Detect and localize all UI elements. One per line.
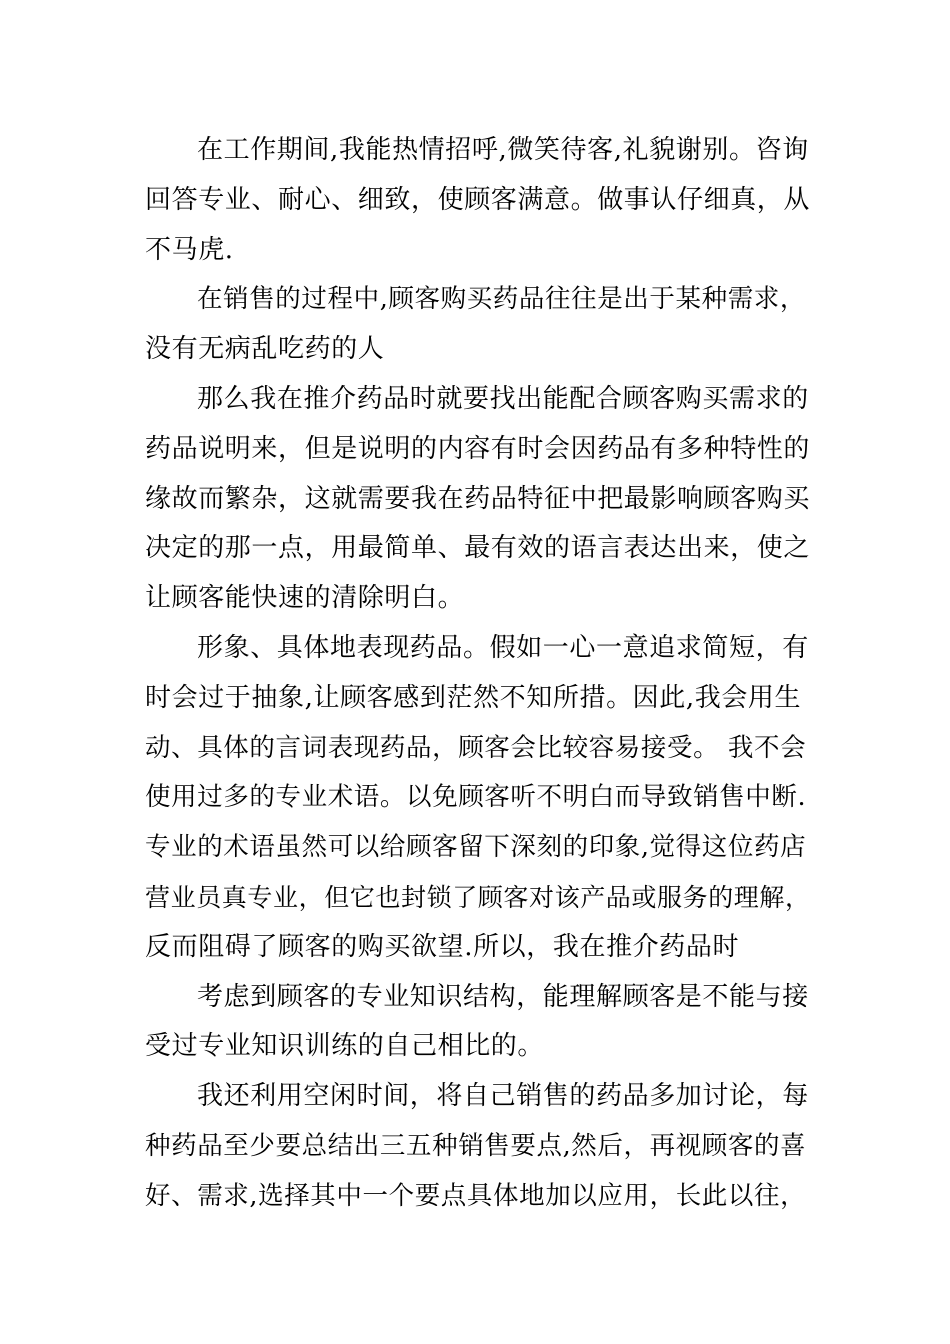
text-line: 受过专业知识训练的自己相比的。	[145, 1031, 545, 1062]
text-line: 我还利用空闲时间，将自己销售的药品多加讨论，每	[197, 1081, 809, 1112]
text-line: 营业员真专业，但它也封锁了顾客对该产品或服务的理解，	[145, 882, 811, 912]
text-line: 专业的术语虽然可以给顾客留下深刻的印象,觉得这位药店	[145, 832, 807, 863]
text-line: 考虑到顾客的专业知识结构，能理解顾客是不能与接	[197, 981, 809, 1012]
text-line: 缘故而繁杂，这就需要我在药品特征中把最影响顾客购买	[145, 483, 811, 514]
text-line: 药品说明来，但是说明的内容有时会因药品有多种特性的	[145, 433, 811, 464]
text-line: 让顾客能快速的清除明白。	[145, 583, 465, 614]
text-line: 在工作期间,我能热情招呼,微笑待客,礼貌谢别。咨询	[197, 135, 809, 165]
text-line: 种药品至少要总结出三五种销售要点,然后，再视顾客的喜	[145, 1130, 807, 1161]
text-line: 那么我在推介药品时就要找出能配合顾客购买需求的	[197, 383, 809, 414]
text-line: 在销售的过程中,顾客购买药品往往是出于某种需求，	[197, 284, 807, 315]
text-line: 形象、具体地表现药品。假如一心一意追求简短，有	[197, 632, 809, 663]
text-line: 使用过多的专业术语。以免顾客听不明白而导致销售中断.	[145, 782, 807, 813]
text-line: 好、需求,选择其中一个要点具体地加以应用，长此以往，	[145, 1180, 807, 1211]
text-line: 反而阻碍了顾客的购买欲望.所以，我在推介药品时	[145, 931, 740, 962]
text-line: 决定的那一点，用最简单、最有效的语言表达出来，使之	[145, 533, 811, 564]
text-line: 时会过于抽象,让顾客感到茫然不知所措。因此,我会用生	[145, 682, 802, 713]
document-body	[145, 126, 811, 1222]
text-line: 不马虎.	[145, 234, 234, 265]
text-line: 动、具体的言词表现药品，顾客会比较容易接受。 我不会	[145, 732, 807, 763]
text-line: 没有无病乱吃药的人	[145, 334, 385, 365]
text-line: 回答专业、耐心、细致，使顾客满意。做事认仔细真，从	[145, 184, 811, 215]
